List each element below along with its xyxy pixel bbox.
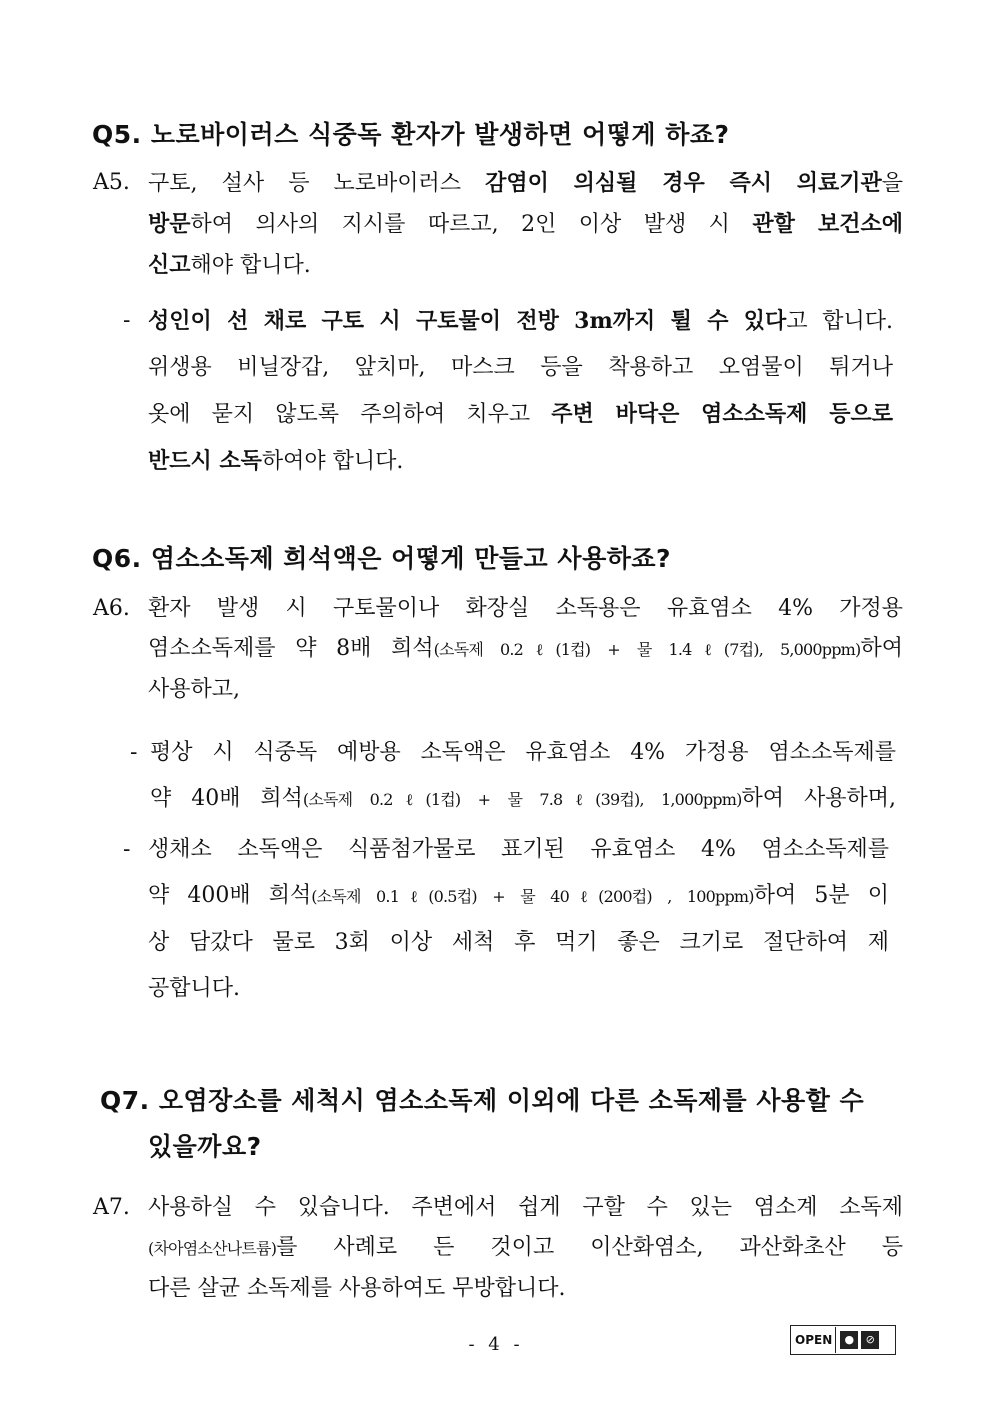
text-run: 환자 발생 시 구토물이나 화장실 소독용은 유효염소 4% 가정용 <box>148 596 903 621</box>
answer-label: A5. <box>93 170 130 195</box>
text-run: 하여 의사의 지시를 따르고, 2인 이상 발생 시 <box>190 212 753 237</box>
text-run: 구토, 설사 등 노로바이러스 <box>148 171 486 196</box>
answer-body <box>148 589 903 710</box>
text-line <box>148 589 903 629</box>
no-money-icon: ⊘ <box>861 1331 879 1349</box>
text-run: 하여야 합니다. <box>261 449 404 474</box>
q6-bullet-1 <box>130 730 896 823</box>
bold-text: 관할 보건소에 <box>752 211 903 237</box>
bullet-dash: - <box>123 837 131 862</box>
text-line <box>148 245 903 286</box>
bullet-body <box>150 730 896 823</box>
open-license-mark: OPEN <box>791 1327 836 1353</box>
text-line <box>148 1188 903 1228</box>
text-line <box>148 827 889 873</box>
text-run: 사용하실 수 있습니다. 주변에서 쉽게 구할 수 있는 염소계 소독제 <box>148 1195 903 1220</box>
text-run: 생채소 소독액은 식품첨가물로 표기된 유효염소 4% 염소소독제를 <box>148 837 889 862</box>
page-number: - 4 - <box>468 1334 524 1355</box>
open-license-badge <box>790 1325 896 1355</box>
bullet-body <box>148 298 893 485</box>
bold-text: 방문 <box>148 211 191 237</box>
text-run: 약 400배 희석 <box>148 883 312 908</box>
q5-answer <box>93 163 903 286</box>
bullet-dash: - <box>123 308 131 333</box>
answer-body <box>148 163 903 286</box>
text-run: 평상 시 식중독 예방용 소독액은 유효염소 4% 가정용 염소소독제를 <box>150 740 896 765</box>
answer-label: A6. <box>93 596 130 621</box>
text-run: 염소소독제를 약 8배 희석 <box>148 636 434 661</box>
text-line <box>148 1228 903 1269</box>
text-line <box>148 204 903 245</box>
bold-text: 감염이 의심될 경우 즉시 의료기관 <box>485 170 882 196</box>
text-line <box>148 873 889 920</box>
text-line <box>148 1269 903 1309</box>
text-run: 사용하고, <box>148 677 241 702</box>
bold-text: 성인이 선 채로 구토 시 구토물이 전방 3m까지 튈 수 있다 <box>148 308 787 334</box>
text-run: 약 40배 희석 <box>150 786 303 811</box>
bold-text: 신고 <box>148 252 191 278</box>
text-line <box>148 920 889 966</box>
q5-bullet <box>123 298 893 485</box>
text-run: (차아염소산나트륨) <box>148 1239 277 1258</box>
text-line <box>148 163 903 204</box>
bold-text: 반드시 소독 <box>148 448 262 474</box>
text-line <box>148 438 893 485</box>
text-run: 하여 <box>860 636 903 661</box>
q6-title: Q6. 염소소독제 희석액은 어떻게 만들고 사용하죠? <box>92 544 672 573</box>
text-run: 하여 5분 이 <box>753 883 889 908</box>
text-run: 을 <box>881 171 903 196</box>
text-run: 해야 합니다. <box>190 253 311 278</box>
bullet-body <box>148 827 889 1012</box>
answer-label: A7. <box>93 1195 130 1220</box>
text-run: (소독제 0.2ℓ(1컵) + 물 1.4ℓ(7컵), 5,000ppm) <box>433 640 861 659</box>
q5-title: Q5. 노로바이러스 식중독 환자가 발생하면 어떻게 하죠? <box>92 120 730 149</box>
text-run: 공합니다. <box>148 976 241 1001</box>
text-line <box>148 670 903 710</box>
text-run: 고 합니다. <box>786 309 893 334</box>
person-icon: ● <box>840 1331 858 1349</box>
text-line <box>148 629 903 670</box>
text-run: (소독제 0.1ℓ(0.5컵) + 물 40ℓ(200컵) , 100ppm) <box>311 887 754 906</box>
text-line <box>148 391 893 438</box>
answer-body <box>148 1188 903 1309</box>
q6-bullet-2 <box>123 827 889 1012</box>
text-run: 하여 사용하며, <box>741 786 896 811</box>
bullet-dash: - <box>130 740 138 765</box>
text-line <box>148 345 893 391</box>
text-line <box>150 776 896 823</box>
text-run: 위생용 비닐장갑, 앞치마, 마스크 등을 착용하고 오염물이 튀거나 <box>148 355 893 380</box>
q7-title-line-1: Q7. 오염장소를 세척시 염소소독제 이외에 다른 소독제를 사용할 수 <box>100 1086 865 1115</box>
q6-answer <box>93 589 903 710</box>
text-line <box>148 298 893 345</box>
text-run: 를 사례로 든 것이고 이산화염소, 과산화초산 등 <box>276 1235 903 1260</box>
text-run: 다른 살균 소독제를 사용하여도 무방합니다. <box>148 1276 566 1301</box>
text-line <box>148 966 889 1012</box>
q7-title-line-2: 있을까요? <box>148 1132 262 1161</box>
text-run: 상 담갔다 물로 3회 이상 세척 후 먹기 좋은 크기로 절단하여 제 <box>148 930 889 955</box>
text-line <box>150 730 896 776</box>
q7-answer <box>93 1188 903 1309</box>
text-run: (소독제 0.2ℓ(1컵) + 물 7.8ℓ(39컵), 1,000ppm) <box>302 790 742 809</box>
bold-text: 주변 바닥은 염소소독제 등으로 <box>551 401 893 427</box>
text-run: 옷에 묻지 않도록 주의하여 치우고 <box>148 402 552 427</box>
q7-title <box>100 1078 920 1170</box>
